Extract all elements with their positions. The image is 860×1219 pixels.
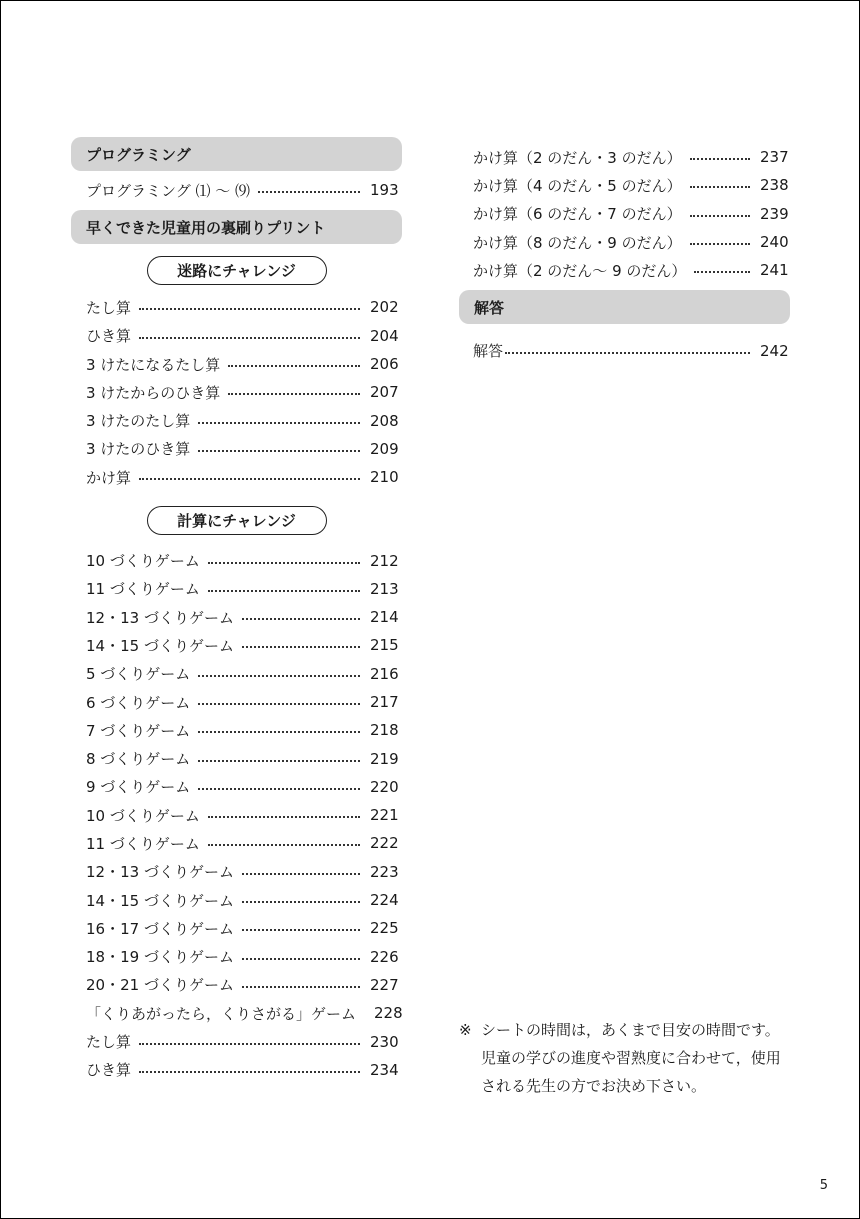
toc-entry[interactable] bbox=[71, 293, 402, 321]
toc-entry[interactable] bbox=[71, 631, 402, 659]
toc-entry[interactable] bbox=[71, 943, 402, 971]
leader-dots bbox=[198, 675, 360, 677]
section-header-answers bbox=[459, 290, 790, 324]
leader-dots bbox=[690, 158, 750, 160]
toc-entry-label: 3 けたのひき算 bbox=[86, 440, 191, 459]
toc-entry-label: 9 づくりゲーム bbox=[86, 778, 191, 797]
note-block bbox=[459, 1016, 799, 1100]
toc-entry[interactable] bbox=[71, 716, 402, 744]
toc-entry[interactable] bbox=[71, 999, 402, 1027]
leader-dots bbox=[198, 788, 360, 790]
toc-entry-page: 220 bbox=[370, 777, 399, 796]
toc-entry-label: 12・13 づくりゲーム bbox=[86, 608, 234, 627]
leader-dots bbox=[258, 191, 360, 193]
toc-entry-label: 18・19 づくりゲーム bbox=[86, 948, 234, 967]
toc-entry-page: 237 bbox=[760, 148, 789, 167]
toc-entry[interactable] bbox=[71, 829, 402, 857]
toc-entry-page: 209 bbox=[370, 439, 399, 458]
leader-dots bbox=[694, 271, 750, 273]
toc-entry-page: 226 bbox=[370, 947, 399, 966]
leader-dots bbox=[242, 958, 360, 960]
note-line: される先生の方でお決め下さい。 bbox=[481, 1077, 707, 1095]
leader-dots bbox=[139, 1071, 360, 1073]
toc-entry-label: 7 づくりゲーム bbox=[86, 721, 191, 740]
toc-list-calc bbox=[71, 546, 402, 1084]
toc-entry-label: 16・17 づくりゲーム bbox=[86, 919, 234, 938]
toc-entry-page: 214 bbox=[370, 608, 399, 627]
toc-entry-label: ひき算 bbox=[86, 1061, 132, 1080]
toc-entry-label: 10 づくりゲーム bbox=[86, 806, 200, 825]
toc-entry-page: 213 bbox=[370, 579, 399, 598]
leader-dots bbox=[242, 986, 360, 988]
toc-entry[interactable] bbox=[71, 744, 402, 772]
leader-dots bbox=[242, 618, 360, 620]
leader-dots bbox=[228, 393, 360, 395]
toc-entry-page: 202 bbox=[370, 298, 399, 317]
note-line bbox=[459, 1016, 799, 1044]
toc-entry-page: 224 bbox=[370, 891, 399, 910]
toc-entry[interactable] bbox=[459, 228, 790, 256]
toc-entry-page: 241 bbox=[760, 261, 789, 280]
toc-entry-page: 207 bbox=[370, 383, 399, 402]
leader-dots bbox=[208, 562, 360, 564]
toc-entry[interactable] bbox=[71, 801, 402, 829]
toc-entry-label: たし算 bbox=[86, 298, 132, 317]
toc-entry-label: かけ算（4 のだん・5 のだん） bbox=[473, 176, 682, 195]
toc-entry-label: 14・15 づくりゲーム bbox=[86, 891, 234, 910]
toc-list-multiplication bbox=[459, 143, 790, 284]
leader-dots bbox=[198, 731, 360, 733]
leader-dots bbox=[198, 760, 360, 762]
toc-entry-page: 225 bbox=[370, 919, 399, 938]
leader-dots bbox=[690, 215, 750, 217]
toc-entry-page: 230 bbox=[370, 1032, 399, 1051]
toc-entry-label: かけ算（2 のだん～ 9 のだん） bbox=[473, 261, 687, 280]
leader-dots bbox=[242, 646, 360, 648]
toc-entry-label: かけ算（8 のだん・9 のだん） bbox=[473, 233, 682, 252]
toc-entry[interactable] bbox=[71, 914, 402, 942]
left-column bbox=[71, 137, 402, 1084]
leader-dots bbox=[208, 816, 360, 818]
leader-dots bbox=[505, 352, 750, 354]
toc-entry-label: 20・21 づくりゲーム bbox=[86, 976, 234, 995]
section-title: 早くできた児童用の裏刷りプリント bbox=[86, 218, 326, 237]
toc-entry-label: 「くりあがったら，くりさがる」ゲーム bbox=[86, 1004, 357, 1023]
toc-entry-label: 8 づくりゲーム bbox=[86, 750, 191, 769]
toc-entry-page: 212 bbox=[370, 551, 399, 570]
leader-dots bbox=[242, 873, 360, 875]
toc-entry[interactable] bbox=[71, 546, 402, 574]
note-text: シートの時間は，あくまで目安の時間です。 bbox=[481, 1021, 780, 1039]
leader-dots bbox=[242, 901, 360, 903]
toc-entry[interactable] bbox=[459, 336, 790, 364]
section-header-early bbox=[71, 210, 402, 244]
toc-entry[interactable] bbox=[459, 171, 790, 199]
toc-entry[interactable] bbox=[71, 176, 402, 204]
section-title: プログラミング bbox=[86, 145, 191, 164]
toc-entry-label: 6 づくりゲーム bbox=[86, 693, 191, 712]
toc-entry[interactable] bbox=[71, 435, 402, 463]
toc-entry-label: 3 けたのたし算 bbox=[86, 412, 191, 431]
toc-entry-page: 193 bbox=[370, 181, 399, 200]
toc-entry-page: 219 bbox=[370, 749, 399, 768]
toc-entry-label: 5 づくりゲーム bbox=[86, 665, 191, 684]
toc-entry[interactable] bbox=[71, 378, 402, 406]
toc-entry-page: 240 bbox=[760, 233, 789, 252]
toc-entry-label: かけ算 bbox=[86, 468, 132, 487]
toc-entry[interactable] bbox=[71, 1027, 402, 1055]
toc-entry-label: 解答 bbox=[473, 342, 504, 361]
toc-entry-label: 3 けたになるたし算 bbox=[86, 355, 221, 374]
toc-entry-page: 204 bbox=[370, 326, 399, 345]
leader-dots bbox=[242, 929, 360, 931]
toc-entry[interactable] bbox=[71, 322, 402, 350]
section-header-programming bbox=[71, 137, 402, 171]
leader-dots bbox=[208, 844, 360, 846]
toc-entry-page: 234 bbox=[370, 1060, 399, 1079]
toc-entry[interactable] bbox=[71, 406, 402, 434]
toc-entry-label: 3 けたからのひき算 bbox=[86, 383, 221, 402]
toc-entry-page: 210 bbox=[370, 468, 399, 487]
toc-entry[interactable] bbox=[71, 463, 402, 491]
toc-entry-page: 218 bbox=[370, 721, 399, 740]
toc-entry-page: 238 bbox=[760, 176, 789, 195]
toc-list-programming bbox=[71, 176, 402, 204]
leader-dots bbox=[198, 450, 360, 452]
toc-entry[interactable] bbox=[71, 1056, 402, 1084]
toc-entry-label: 11 づくりゲーム bbox=[86, 834, 200, 853]
leader-dots bbox=[139, 337, 360, 339]
toc-entry[interactable] bbox=[71, 773, 402, 801]
toc-list-maze bbox=[71, 293, 402, 491]
toc-entry-page: 228 bbox=[374, 1004, 403, 1023]
toc-entry[interactable] bbox=[71, 886, 402, 914]
leader-dots bbox=[198, 422, 360, 424]
toc-list-answers bbox=[459, 336, 790, 364]
toc-entry[interactable] bbox=[459, 200, 790, 228]
leader-dots bbox=[139, 1043, 360, 1045]
toc-entry-page: 217 bbox=[370, 693, 399, 711]
subheader-title: 迷路にチャレンジ bbox=[177, 262, 296, 281]
toc-entry-label: 11 づくりゲーム bbox=[86, 580, 200, 599]
toc-entry-label: かけ算（6 のだん・7 のだん） bbox=[473, 205, 682, 224]
right-column bbox=[459, 143, 790, 365]
leader-dots bbox=[690, 243, 750, 245]
toc-entry-page: 215 bbox=[370, 636, 399, 655]
subheader-calc bbox=[147, 506, 327, 535]
toc-entry[interactable] bbox=[459, 256, 790, 284]
toc-entry-label: 14・15 づくりゲーム bbox=[86, 636, 234, 655]
page-number: 5 bbox=[819, 1178, 828, 1193]
toc-entry[interactable] bbox=[71, 858, 402, 886]
leader-dots bbox=[198, 703, 360, 705]
toc-entry-page: 242 bbox=[760, 341, 789, 360]
leader-dots bbox=[139, 478, 360, 480]
toc-entry-label: プログラミング ⑴ ～ ⑼ bbox=[86, 181, 251, 200]
toc-entry-page: 206 bbox=[370, 355, 399, 374]
section-title: 解答 bbox=[474, 298, 505, 317]
toc-entry-page: 216 bbox=[370, 664, 399, 683]
leader-dots bbox=[139, 308, 360, 310]
toc-entry[interactable] bbox=[71, 603, 402, 631]
toc-entry-label: たし算 bbox=[86, 1033, 132, 1052]
toc-entry-label: 10 づくりゲーム bbox=[86, 552, 200, 571]
toc-entry-page: 227 bbox=[370, 975, 399, 994]
toc-entry[interactable] bbox=[71, 660, 402, 688]
note-mark: ※ bbox=[459, 1021, 472, 1039]
leader-dots bbox=[208, 590, 360, 592]
toc-entry-label: かけ算（2 のだん・3 のだん） bbox=[473, 148, 682, 167]
toc-entry-page: 239 bbox=[760, 204, 789, 223]
note-line: 児童の学びの進度や習熟度に合わせて，使用 bbox=[481, 1049, 781, 1067]
subheader-title: 計算にチャレンジ bbox=[177, 512, 296, 531]
toc-entry[interactable] bbox=[71, 971, 402, 999]
leader-dots bbox=[228, 365, 360, 367]
toc-entry[interactable] bbox=[71, 350, 402, 378]
toc-entry-label: 12・13 づくりゲーム bbox=[86, 863, 234, 882]
toc-entry[interactable] bbox=[71, 688, 402, 716]
toc-entry-page: 222 bbox=[370, 834, 399, 853]
toc-entry-page: 221 bbox=[370, 806, 399, 825]
toc-entry-label: ひき算 bbox=[86, 327, 132, 346]
leader-dots bbox=[690, 186, 750, 188]
subheader-maze bbox=[147, 256, 327, 285]
toc-entry[interactable] bbox=[459, 143, 790, 171]
toc-entry[interactable] bbox=[71, 575, 402, 603]
toc-entry-page: 208 bbox=[370, 411, 399, 430]
toc-entry-page: 223 bbox=[370, 862, 399, 881]
